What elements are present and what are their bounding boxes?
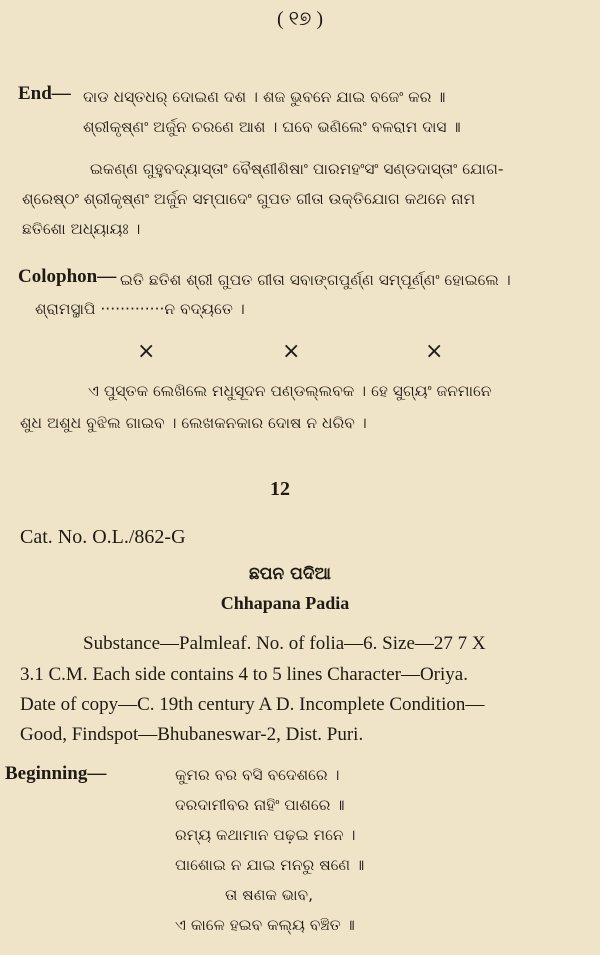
colophon-line-2: ଶ୍ରାମସ୍ଥାପି ·············ନ ବଦ୍ୟତେ । (35, 300, 245, 318)
separator-mark: × (425, 339, 444, 364)
colophon-label: Colophon— (18, 266, 117, 287)
beginning-label: Beginning— (5, 763, 107, 784)
end-label: End— (18, 83, 71, 104)
page-number: ( ୧୭ ) (277, 8, 323, 30)
colophon-intro-line-3: ଛତିଶୋ ଅଧ୍ୟାୟଃ । (22, 220, 141, 238)
description-line-3: Date of copy—C. 19th century A D. Incomplete Condition— (20, 694, 485, 715)
entry-number: 12 (270, 478, 290, 500)
catalogue-number: Cat. No. O.L./862-G (20, 526, 186, 548)
beginning-line-1: କୁମର ବର ବସି ବଦେଶରେ । (175, 766, 340, 784)
title-oriya: ଛପନ ପଦିଆ (249, 564, 331, 584)
description-line-2: 3.1 C.M. Each side contains 4 to 5 lines Character—Oriya. (20, 664, 468, 685)
beginning-line-3: ରମ୍ୟ କଥାମାନ ପଢ଼ଇ ମନେ । (175, 826, 356, 844)
end-line-1: ଦାଡ ଧସ୍ତଧର୍ ଦୋଇଣ ଦଶ । ଶଜ ଭୁବନେ ଯାଇ ବଜେଂ କର ॥ (83, 88, 446, 106)
separator-mark: × (137, 339, 156, 364)
colophon-intro-line-1: ଇକଣ୍ଣ ଗୁହୁବଦ୍ୟାସ୍ତାଂ ବୈଷ୍ଣୀଶିଷାଂ ପାରମହଂସଂ ସଣ୍ଡଦାସ୍ତାଂ ଯୋଗ- (90, 160, 504, 178)
beginning-line-2: ଦରଦାମୀବର ନାହିଂ ପାଶରେ ॥ (175, 796, 345, 814)
beginning-line-6: ଏ କାଳେ ହଇବ କଲ୍ୟ ବଞ୍ଚିତ ॥ (175, 916, 355, 934)
end-line-2: ଶ୍ରୀକୃଷ୍ଣଂ ଅର୍ଜୁନ ଚରଣେ ଆଶ । ଘବେ ଭଣିଲେଂ ବଳରାମ ଦାସ ॥ (83, 118, 461, 136)
beginning-line-4: ପାଶୋଇ ନ ଯାଇ ମନରୁ ଷଣେ ॥ (175, 856, 365, 874)
beginning-line-5: ତା ଷଣକ ଭାବ, (225, 886, 314, 904)
separator-mark: × (282, 339, 301, 364)
description-line-4: Good, Findspot—Bhubaneswar-2, Dist. Puri. (20, 724, 364, 745)
colophon-intro-line-2: ଶ୍ରେଷ୍ଠଂ ଶ୍ରୀକୃଷ୍ଣଂ ଅର୍ଜୁନ ସମ୍ପାଦେଂ ଗୁପତ ଗୀତା ଉକ୍ତିଯୋଗ କଥନେ ନାମ (22, 190, 476, 208)
scribe-note-line-2: ଶୁଧ ଅଶୁଧ ବୁଝିଲ ଗାଇବ । ଲେଖକନକାର ଦୋଷ ନ ଧରିବ । (20, 414, 367, 432)
description-line-1: Substance—Palmleaf. No. of folia—6. Size—27 7 X (83, 633, 486, 654)
colophon-line-1: ଇତି ଛତିଶ ଶ୍ରୀ ଗୁପତ ଗୀତା ସବାଙ୍ଗପୁର୍ଣ୍ଣ ସମ୍ପୂର୍ଣ୍ଣଂ ହୋଇଲେ । (120, 271, 511, 289)
title-roman: Chhapana Padia (220, 593, 350, 613)
scribe-note-line-1: ଏ ପୁସ୍ତକ ଲେଖିଲେ ମଧୁସୂଦନ ପଣ୍ଡଲ୍ଲବକ । ହେ ସୁଗ୍ୟଂ ଜନମାନେ (88, 382, 492, 400)
